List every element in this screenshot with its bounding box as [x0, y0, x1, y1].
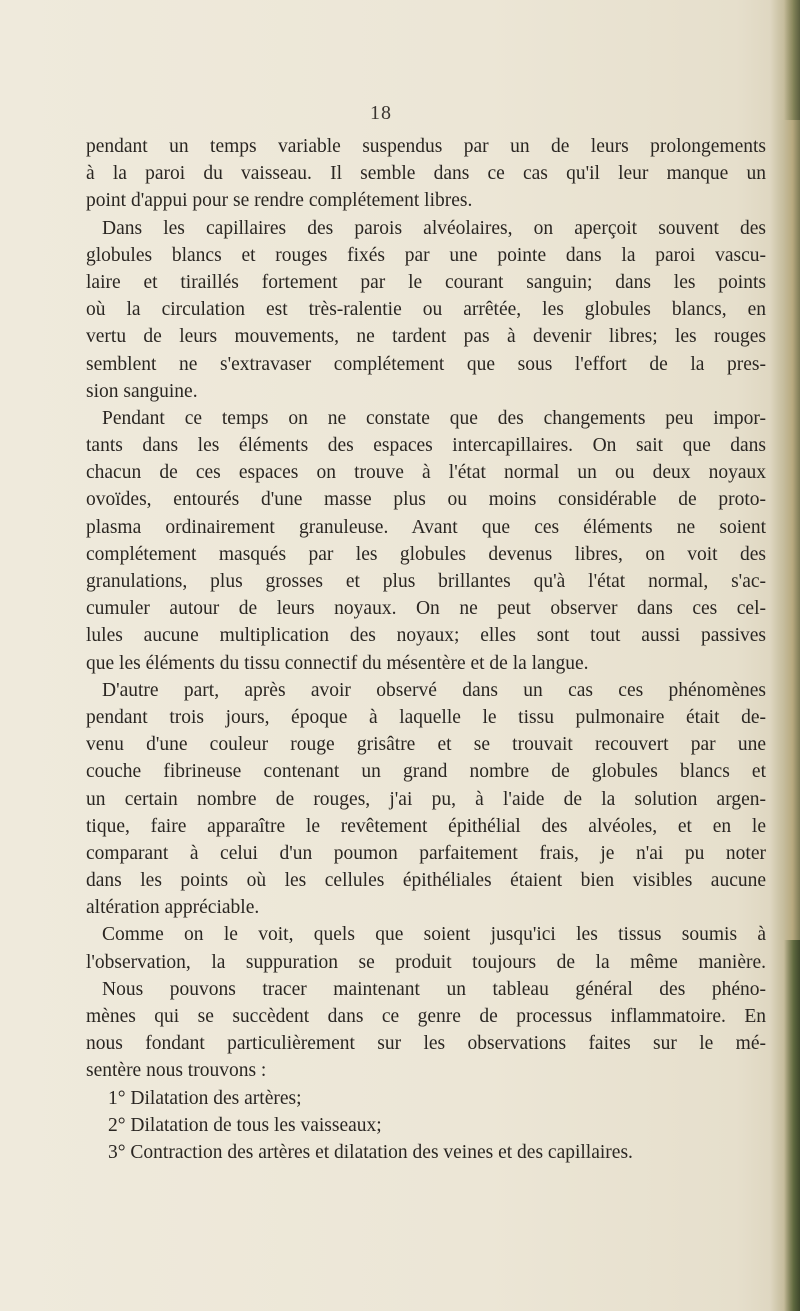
list-item: 2° Dilatation de tous les vaisseaux;: [108, 1114, 382, 1136]
text-line: semblent ne s'extravaser complétement que sous l'effort de la pres-: [86, 353, 766, 375]
text-line: complétement masqués par les globules devenus libres, on voit des: [86, 543, 766, 565]
text-line: dans les points où les cellules épithéliales étaient bien visibles aucune: [86, 870, 766, 892]
numbered-list: [86, 1085, 766, 1167]
page-number: 18: [370, 102, 392, 124]
text-line: pendant trois jours, époque à laquelle le tissu pulmonaire était de-: [86, 706, 766, 728]
text-line: mènes qui se succèdent dans ce genre de processus inflammatoire. En: [86, 1006, 766, 1027]
text-line: que les éléments du tissu connectif du mésentère et de la langue.: [86, 652, 589, 674]
text-line: globules blancs et rouges fixés par une pointe dans la paroi vascu-: [86, 244, 766, 266]
text-line: altération appréciable.: [86, 897, 260, 919]
text-line: D'autre part, après avoir observé dans un cas ces phénomènes: [102, 679, 766, 701]
text-line: point d'appui pour se rendre complétement libres.: [86, 190, 473, 212]
list-item: 3° Contraction des artères et dilatation des veines et des capillaires.: [108, 1141, 633, 1163]
text-line: où la circulation est très-ralentie ou arrêtée, les globules blancs, en: [86, 299, 766, 321]
text-line: lules aucune multiplication des noyaux; elles sont tout aussi passives: [86, 625, 766, 647]
text-line: tique, faire apparaître le revêtement épithélial des alvéoles, et en le: [86, 815, 766, 837]
text-line: laire et tiraillés fortement par le courant sanguin; dans les points: [86, 271, 766, 293]
text-line: couche fibrineuse contenant un grand nombre de globules blancs et: [86, 761, 766, 783]
edge-stain-upper: [784, 0, 800, 120]
text-line: venu d'une couleur rouge grisâtre et se trouvait recouvert par une: [86, 734, 766, 756]
text-line: sentère nous trouvons :: [86, 1060, 267, 1082]
paragraph-lines: [86, 133, 766, 1085]
text-line: à la paroi du vaisseau. Il semble dans ce cas qu'il leur manque un: [86, 163, 766, 185]
text-line: l'observation, la suppuration se produit toujours de la même manière.: [86, 951, 766, 973]
text-line: comparant à celui d'un poumon parfaitement frais, je n'ai pu noter: [86, 842, 766, 864]
text-line: Dans les capillaires des parois alvéolaires, on aperçoit souvent des: [102, 217, 766, 239]
text-line: nous fondant particulièrement sur les observations faites sur le mé-: [86, 1033, 766, 1055]
edge-stain-lower: [784, 940, 800, 1311]
text-line: Nous pouvons tracer maintenant un tableau général des phéno-: [102, 978, 766, 1000]
text-line: plasma ordinairement granuleuse. Avant que ces éléments ne soient: [86, 516, 766, 538]
body-text: [86, 133, 766, 1166]
text-line: vertu de leurs mouvements, ne tardent pas à devenir libres; les rouges: [86, 326, 766, 348]
text-line: Pendant ce temps on ne constate que des changements peu impor-: [102, 407, 766, 429]
text-line: ovoïdes, entourés d'une masse plus ou moins considérable de proto-: [86, 489, 766, 511]
text-line: Comme on le voit, quels que soient jusqu'ici les tissus soumis à: [102, 924, 766, 946]
text-line: tants dans les éléments des espaces intercapillaires. On sait que dans: [86, 435, 766, 457]
text-line: sion sanguine.: [86, 380, 198, 402]
list-item: 1° Dilatation des artères;: [108, 1087, 302, 1109]
text-line: granulations, plus grosses et plus brillantes qu'à l'état normal, s'ac-: [86, 571, 766, 592]
text-line: pendant un temps variable suspendus par un de leurs prolongements: [86, 136, 766, 157]
text-line: cumuler autour de leurs noyaux. On ne peut observer dans ces cel-: [86, 598, 766, 620]
text-line: chacun de ces espaces on trouve à l'état normal un ou deux noyaux: [86, 462, 766, 484]
text-line: un certain nombre de rouges, j'ai pu, à l'aide de la solution argen-: [86, 788, 766, 810]
